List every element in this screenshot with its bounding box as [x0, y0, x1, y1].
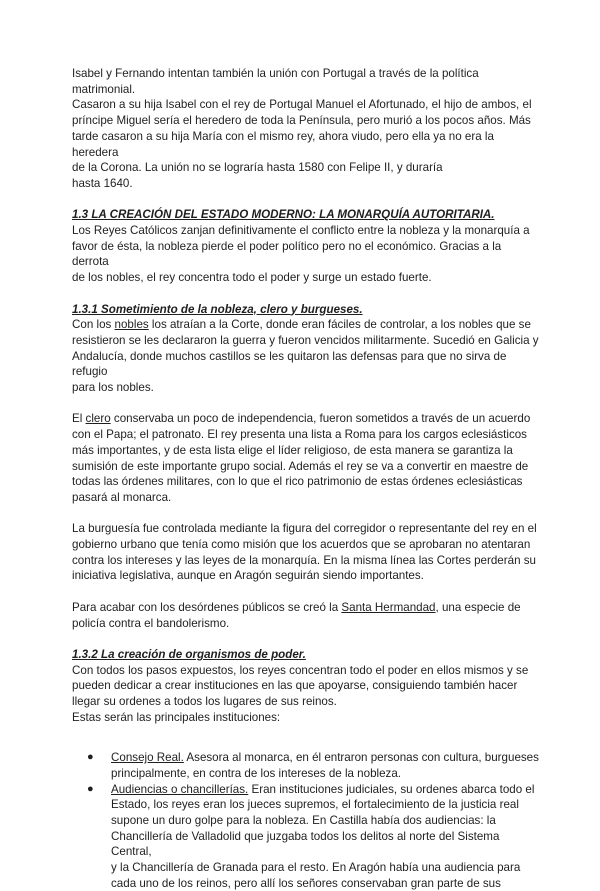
text-span: Asesora al monarca, en él entraron personas con cultura, burgueses: [183, 751, 539, 765]
text-line: cada uno de los reinos, pero allí los señores conservaban gran parte de sus: [111, 876, 501, 890]
text-line: más importantes, y de esta lista elige el líder religioso, de esta manera se garantiza la: [72, 443, 513, 457]
text-line: favor de ésta, la nobleza pierde el poder político pero no el económico. Gracias a la derrota: [72, 239, 502, 269]
text-line: Con todos los pasos expuestos, los reyes concentran todo el poder en ellos mismos y se: [72, 663, 529, 677]
text-line: Chancillería de Valladolid que juzgaba todos los delitos al norte del Sistema Central,: [111, 829, 500, 859]
text-line: [72, 600, 540, 616]
text-line: [111, 750, 540, 766]
text-line: y la Chancillería de Granada para el resto. En Aragón había una audiencia para: [111, 861, 521, 875]
text-span: Para acabar con los desórdenes públicos se creó la: [72, 600, 342, 614]
text-line: hasta 1640.: [72, 176, 133, 190]
text-line: Isabel y Fernando intentan también la unión con Portugal a través de la política matrimonial.: [72, 67, 479, 96]
intro-paragraph: [72, 66, 540, 192]
text-line: [111, 782, 540, 798]
nobles-term: nobles: [114, 318, 149, 332]
text-line: contra los intereses y las leyes de la monarquía. En la misma línea las Cortes perderán su: [72, 553, 536, 567]
list-item: [72, 782, 540, 891]
text-line: todas las órdenes militares, con lo que el rico patrimonio de estas órdenes eclesiásticas: [72, 475, 523, 489]
clero-paragraph: [72, 411, 540, 505]
text-line: resistieron se les declararon la guerra y fueron vencidos militarmente. Sucedió en Galicia y: [72, 333, 539, 347]
text-span: El: [72, 412, 86, 426]
hermandad-paragraph: [72, 600, 540, 631]
text-line: sumisión de este importante grupo social. Además el rey se va a convertir en maestre de: [72, 459, 529, 473]
text-line: [72, 317, 540, 333]
nobles-paragraph: [72, 317, 540, 396]
institutions-list: [72, 750, 540, 891]
text-line: La burguesía fue controlada mediante la figura del corregidor o representante del rey en el: [72, 522, 537, 536]
burguesia-paragraph: [72, 521, 540, 584]
text-line: de la Corona. La unión no se lograría hasta 1580 con Felipe II, y duraría: [72, 161, 443, 175]
bullet-icon: ●: [87, 751, 94, 764]
text-line: para los nobles.: [72, 381, 154, 395]
santa-hermandad-term: Santa Hermandad: [341, 600, 436, 614]
text-span: Con los: [72, 318, 115, 332]
audiencias-term: Audiencias o chancillerías.: [111, 782, 249, 796]
text-line: de los nobles, el rey concentra todo el poder y surge un estado fuerte.: [72, 271, 432, 285]
consejo-real-term: Consejo Real.: [111, 751, 184, 765]
text-line: con el Papa; el patronato. El rey presenta una lista a Roma para los cargos eclesiásticos: [72, 428, 527, 442]
bullet-icon: ●: [87, 782, 94, 795]
text-line: gobierno urbano que tenía como misión que los acuerdos que se aprobaran no atentaran: [72, 538, 531, 552]
text-line: [72, 411, 540, 427]
text-line: iniciativa legislativa, aunque en Aragón seguirán siendo importantes.: [72, 569, 424, 583]
list-item: [72, 750, 540, 781]
text-span: conservaba un poco de independencia, fueron sometidos a través de un acuerdo: [110, 412, 531, 426]
text-span: Eran instituciones judiciales, su ordenes abarca todo el: [248, 782, 535, 796]
section-heading-1-3-2: 1.3.2 La creación de organismos de poder.: [72, 647, 306, 661]
text-span: , una especie de: [435, 600, 521, 614]
text-line: Estado, los reyes eran los jueces supremos, el fortalecimiento de la justicia real: [111, 798, 519, 812]
text-line: principalmente, en contra de los intereses de la nobleza.: [111, 766, 402, 780]
text-line: pasará al monarca.: [72, 490, 172, 504]
section-heading-1-3-1: 1.3.1 Sometimiento de la nobleza, clero y burgueses.: [72, 302, 363, 316]
text-line: policía contra el bandolerismo.: [72, 616, 230, 630]
text-span: los atraían a la Corte, donde eran fáciles de controlar, a los nobles que se: [148, 318, 531, 332]
section-1-3-2-paragraph: [72, 663, 540, 726]
text-line: príncipe Miguel sería el heredero de toda la Península, pero murió a los pocos años. Más: [72, 114, 531, 128]
clero-term: clero: [85, 412, 111, 426]
text-line: Casaron a su hija Isabel con el rey de Portugal Manuel el Afortunado, el hijo de ambos, el: [72, 98, 532, 112]
section-1-3-paragraph: [72, 223, 540, 286]
text-line: Andalucía, donde muchos castillos se les quitaron las defensas para que no sirva de refugio: [72, 349, 507, 379]
section-heading-1-3: 1.3 LA CREACIÓN DEL ESTADO MODERNO: LA MONARQUÍA AUTORITARIA.: [72, 208, 495, 222]
text-line: llegar su ordenes a todos los lugares de sus reinos.: [72, 695, 337, 709]
text-line: Los Reyes Católicos zanjan definitivamente el conflicto entre la nobleza y la monarquía a: [72, 224, 530, 238]
text-line: tarde casaron a su hija María con el mismo rey, ahora viudo, pero ella ya no era la heredera: [72, 129, 494, 159]
text-line: pueden dedicar a crear instituciones en las que apoyarse, consiguiendo también hacer: [72, 679, 518, 693]
text-line: supone un duro golpe para la nobleza. En Castilla había dos audiencias: la: [111, 813, 496, 827]
text-line: Estas serán las principales instituciones:: [72, 710, 281, 724]
